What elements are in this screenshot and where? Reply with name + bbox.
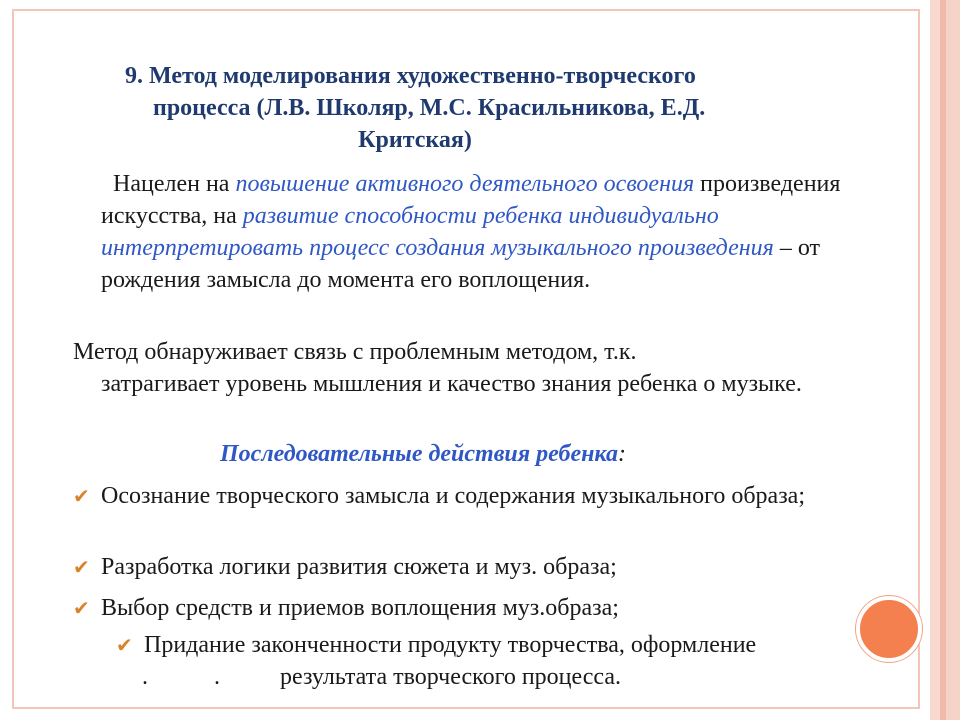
title-line-1: 9. Метод моделирования художественно-творческого	[125, 63, 696, 89]
title-line-2: процесса (Л.В. Школяр, М.С. Красильникова, Е.Д.	[153, 95, 706, 121]
section-subheading	[220, 438, 840, 470]
para-text: Нацелен на	[101, 171, 236, 197]
highlight-text: повышение активного деятельного освоения	[235, 171, 695, 197]
list-item-text: Разработка логики развития сюжета и муз. образа;	[101, 554, 617, 580]
subheading-text: Последовательные действия ребенка	[220, 441, 618, 467]
list-item-text: Осознание творческого замысла и содержания музыкального образа;	[101, 483, 806, 509]
list-item	[73, 551, 913, 583]
slide-title	[125, 60, 915, 156]
checkmark-icon: ✔	[73, 596, 90, 620]
list-item-text: . . результата творческого процесса.	[142, 664, 622, 690]
title-line-3: Критская)	[358, 127, 472, 153]
para-line: затрагивает уровень мышления и качество знания ребенка о музыке.	[101, 371, 802, 397]
list-item	[73, 592, 913, 624]
list-item-text: Придание законченности продукту творчества, оформление	[144, 632, 757, 658]
para-line: Метод обнаруживает связь с проблемным методом, т.к.	[73, 339, 637, 365]
highlight-text: развитие способности ребенка индивидуально интерпретировать процесс создания музыкального произведения	[101, 203, 774, 261]
list-item	[73, 480, 913, 512]
subheading-colon: :	[618, 441, 626, 467]
checkmark-icon: ✔	[116, 633, 133, 657]
para-text: – от рождения замысла до момента его воплощения.	[101, 235, 821, 293]
para-text: произведения искусства, на	[101, 171, 841, 229]
method-paragraph	[73, 336, 903, 400]
decor-stripe	[930, 0, 940, 720]
checkmark-icon: ✔	[73, 484, 90, 508]
list-item-text: Выбор средств и приемов воплощения муз.образа;	[101, 595, 619, 621]
list-item	[116, 629, 916, 693]
goal-paragraph	[101, 168, 911, 296]
checkmark-icon: ✔	[73, 555, 90, 579]
decor-stripe	[946, 0, 960, 720]
